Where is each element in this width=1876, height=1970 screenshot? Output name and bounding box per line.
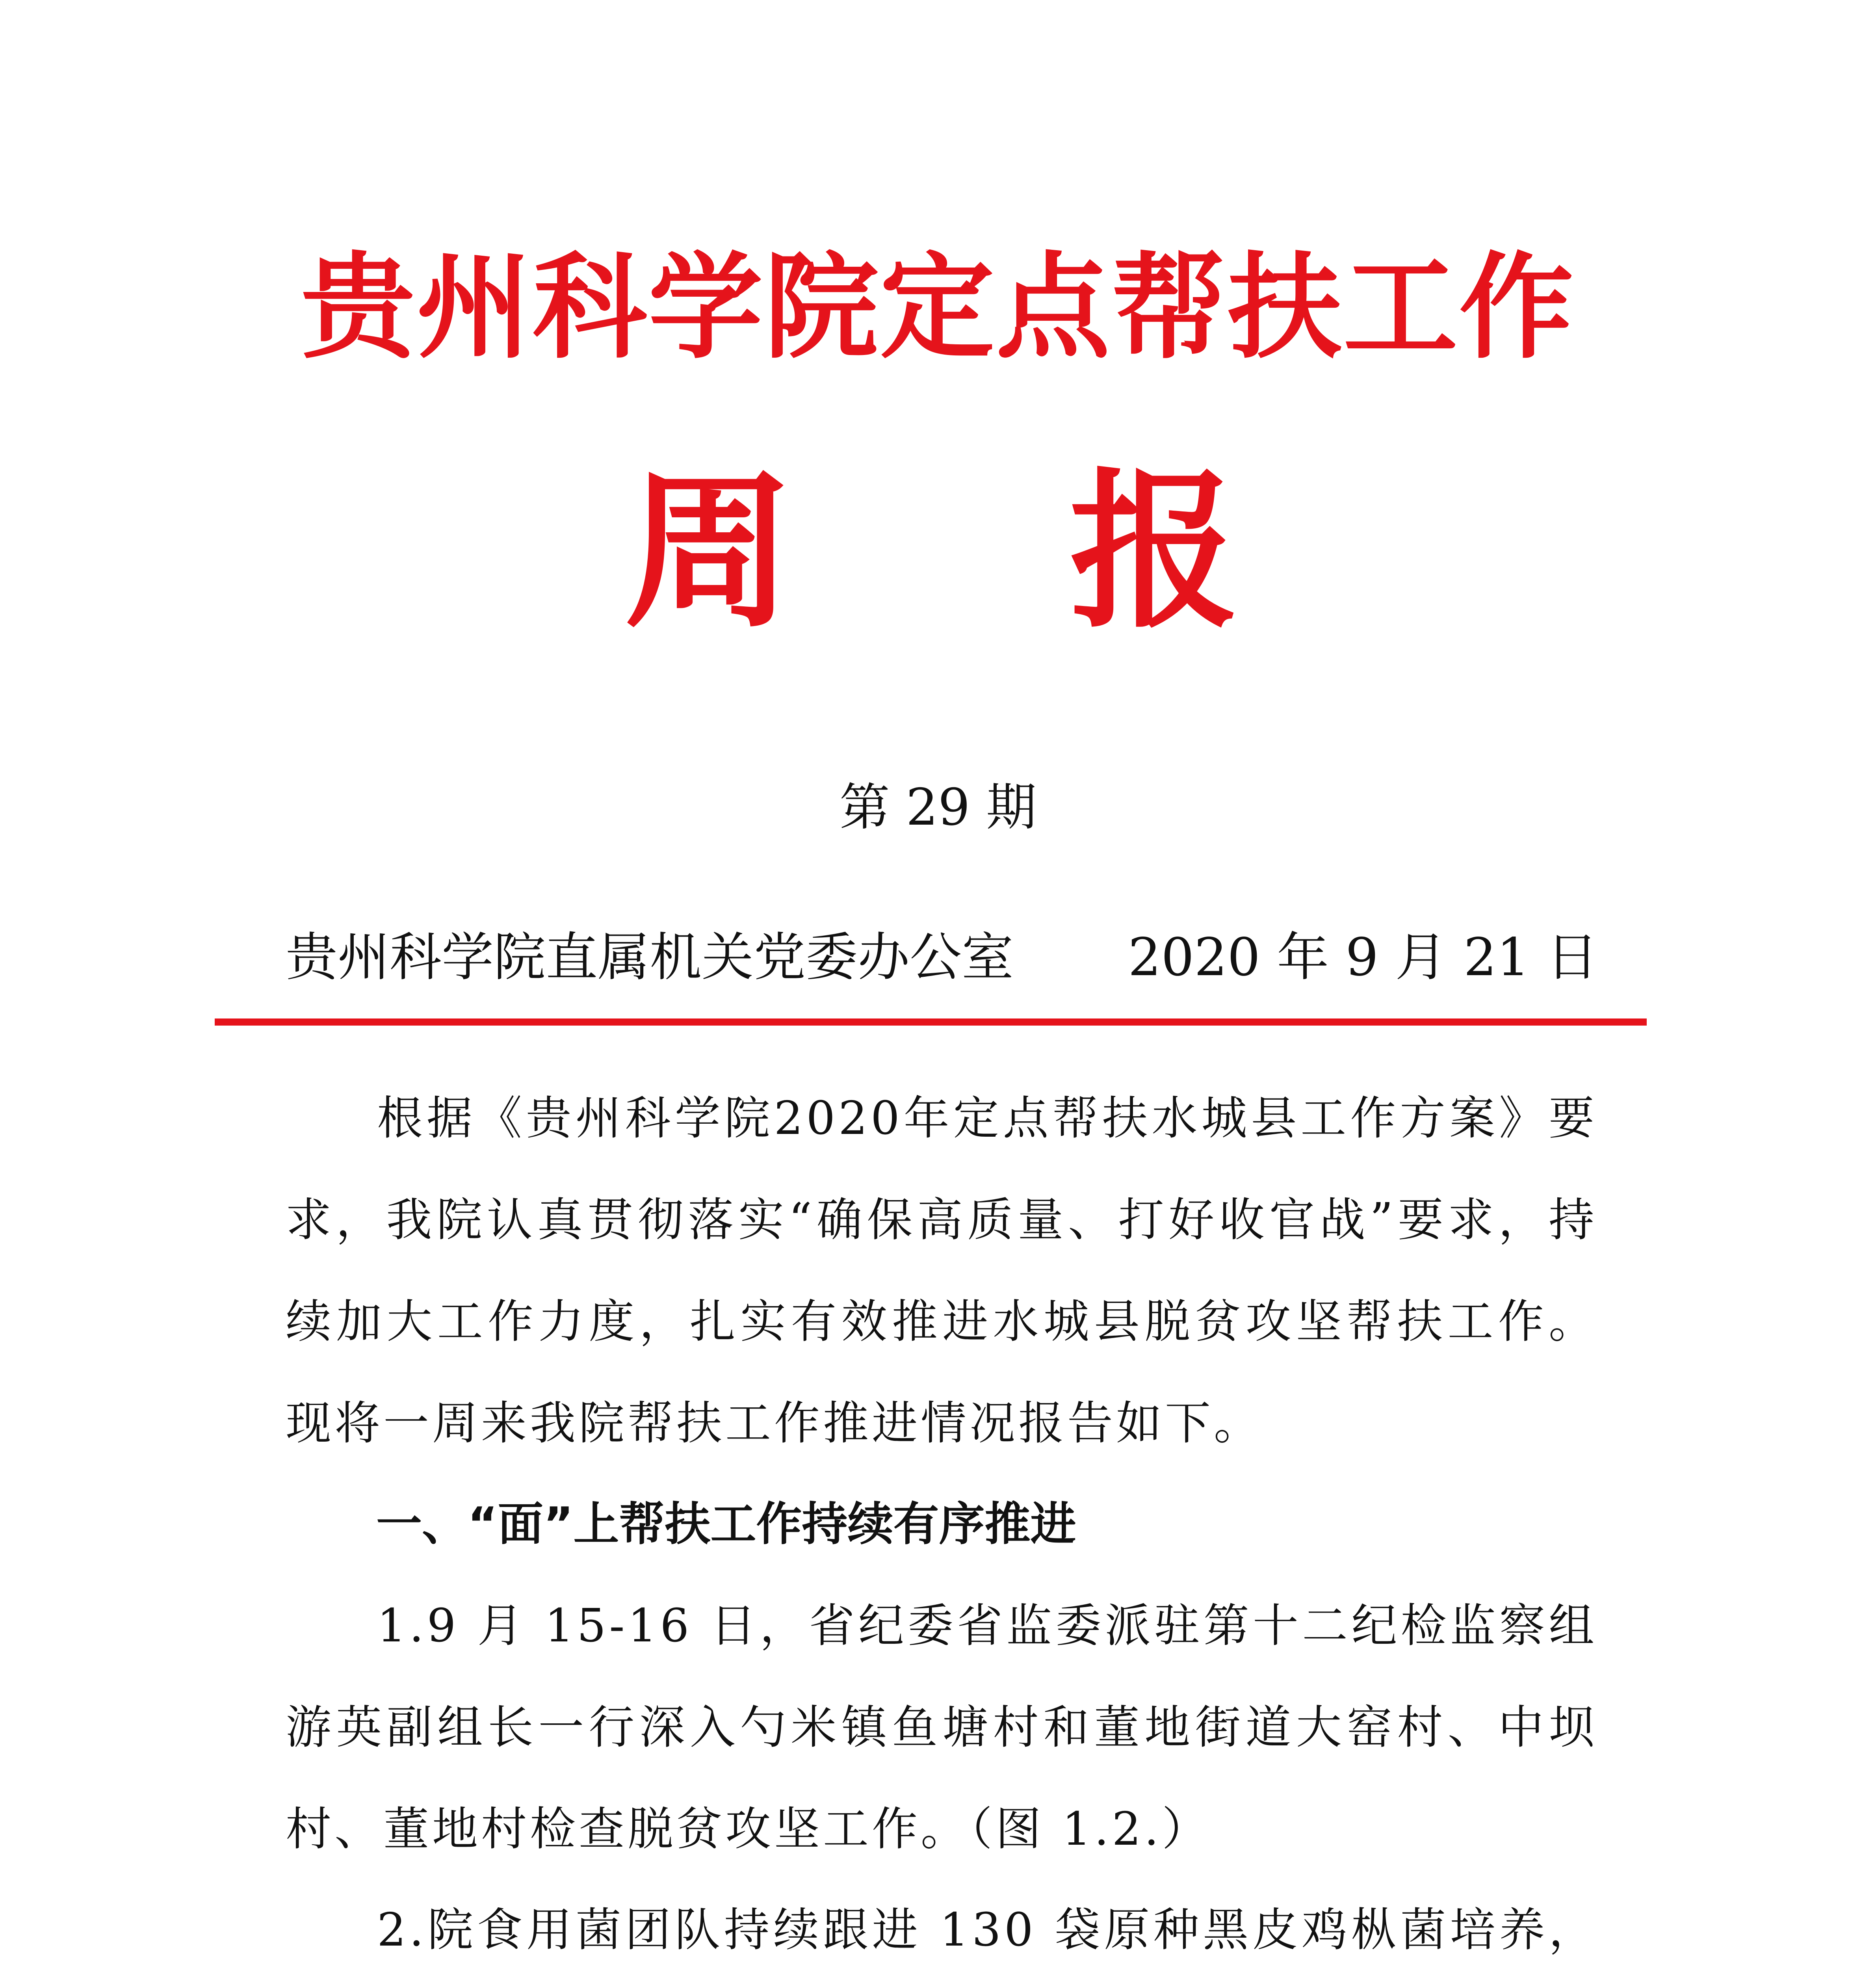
intro-paragraph: 根据《贵州科学院2020年定点帮扶水城县工作方案》要求，我院认真贯彻落实“确保高质量、打好收官战”要求，持续加大工作力度，扎实有效推进水城县脱贫攻坚帮扶工作。现将一周来我院帮扶工作推进情况报告如下。 xyxy=(286,1092,1597,1450)
red-divider xyxy=(215,1018,1647,1026)
issuer: 贵州科学院直属机关党委办公室 xyxy=(286,927,1014,988)
masthead-subtitle-char-1: 周 xyxy=(624,452,794,651)
issue-date: 2020 年 9 月 21 日 xyxy=(1128,927,1598,988)
item-1-paragraph: 1.9 月 15-16 日，省纪委省监委派驻第十二纪检监察组游英副组长一行深入勺米镇鱼塘村和董地街道大窑村、中坝村、董地村检查脱贫攻坚工作。（图 1.2.） xyxy=(286,1599,1597,1856)
masthead-subtitle-char-2: 报 xyxy=(1070,452,1239,651)
item-2-paragraph: 2.院食用菌团队持续跟进 130 袋原种黑皮鸡枞菌培养， xyxy=(377,1903,1597,1957)
masthead-title: 贵州科学院定点帮扶工作 xyxy=(301,240,1575,374)
issue-number: 第 29 期 xyxy=(839,778,1037,837)
section-1-heading: 一、“面”上帮扶工作持续有序推进 xyxy=(376,1498,1076,1551)
